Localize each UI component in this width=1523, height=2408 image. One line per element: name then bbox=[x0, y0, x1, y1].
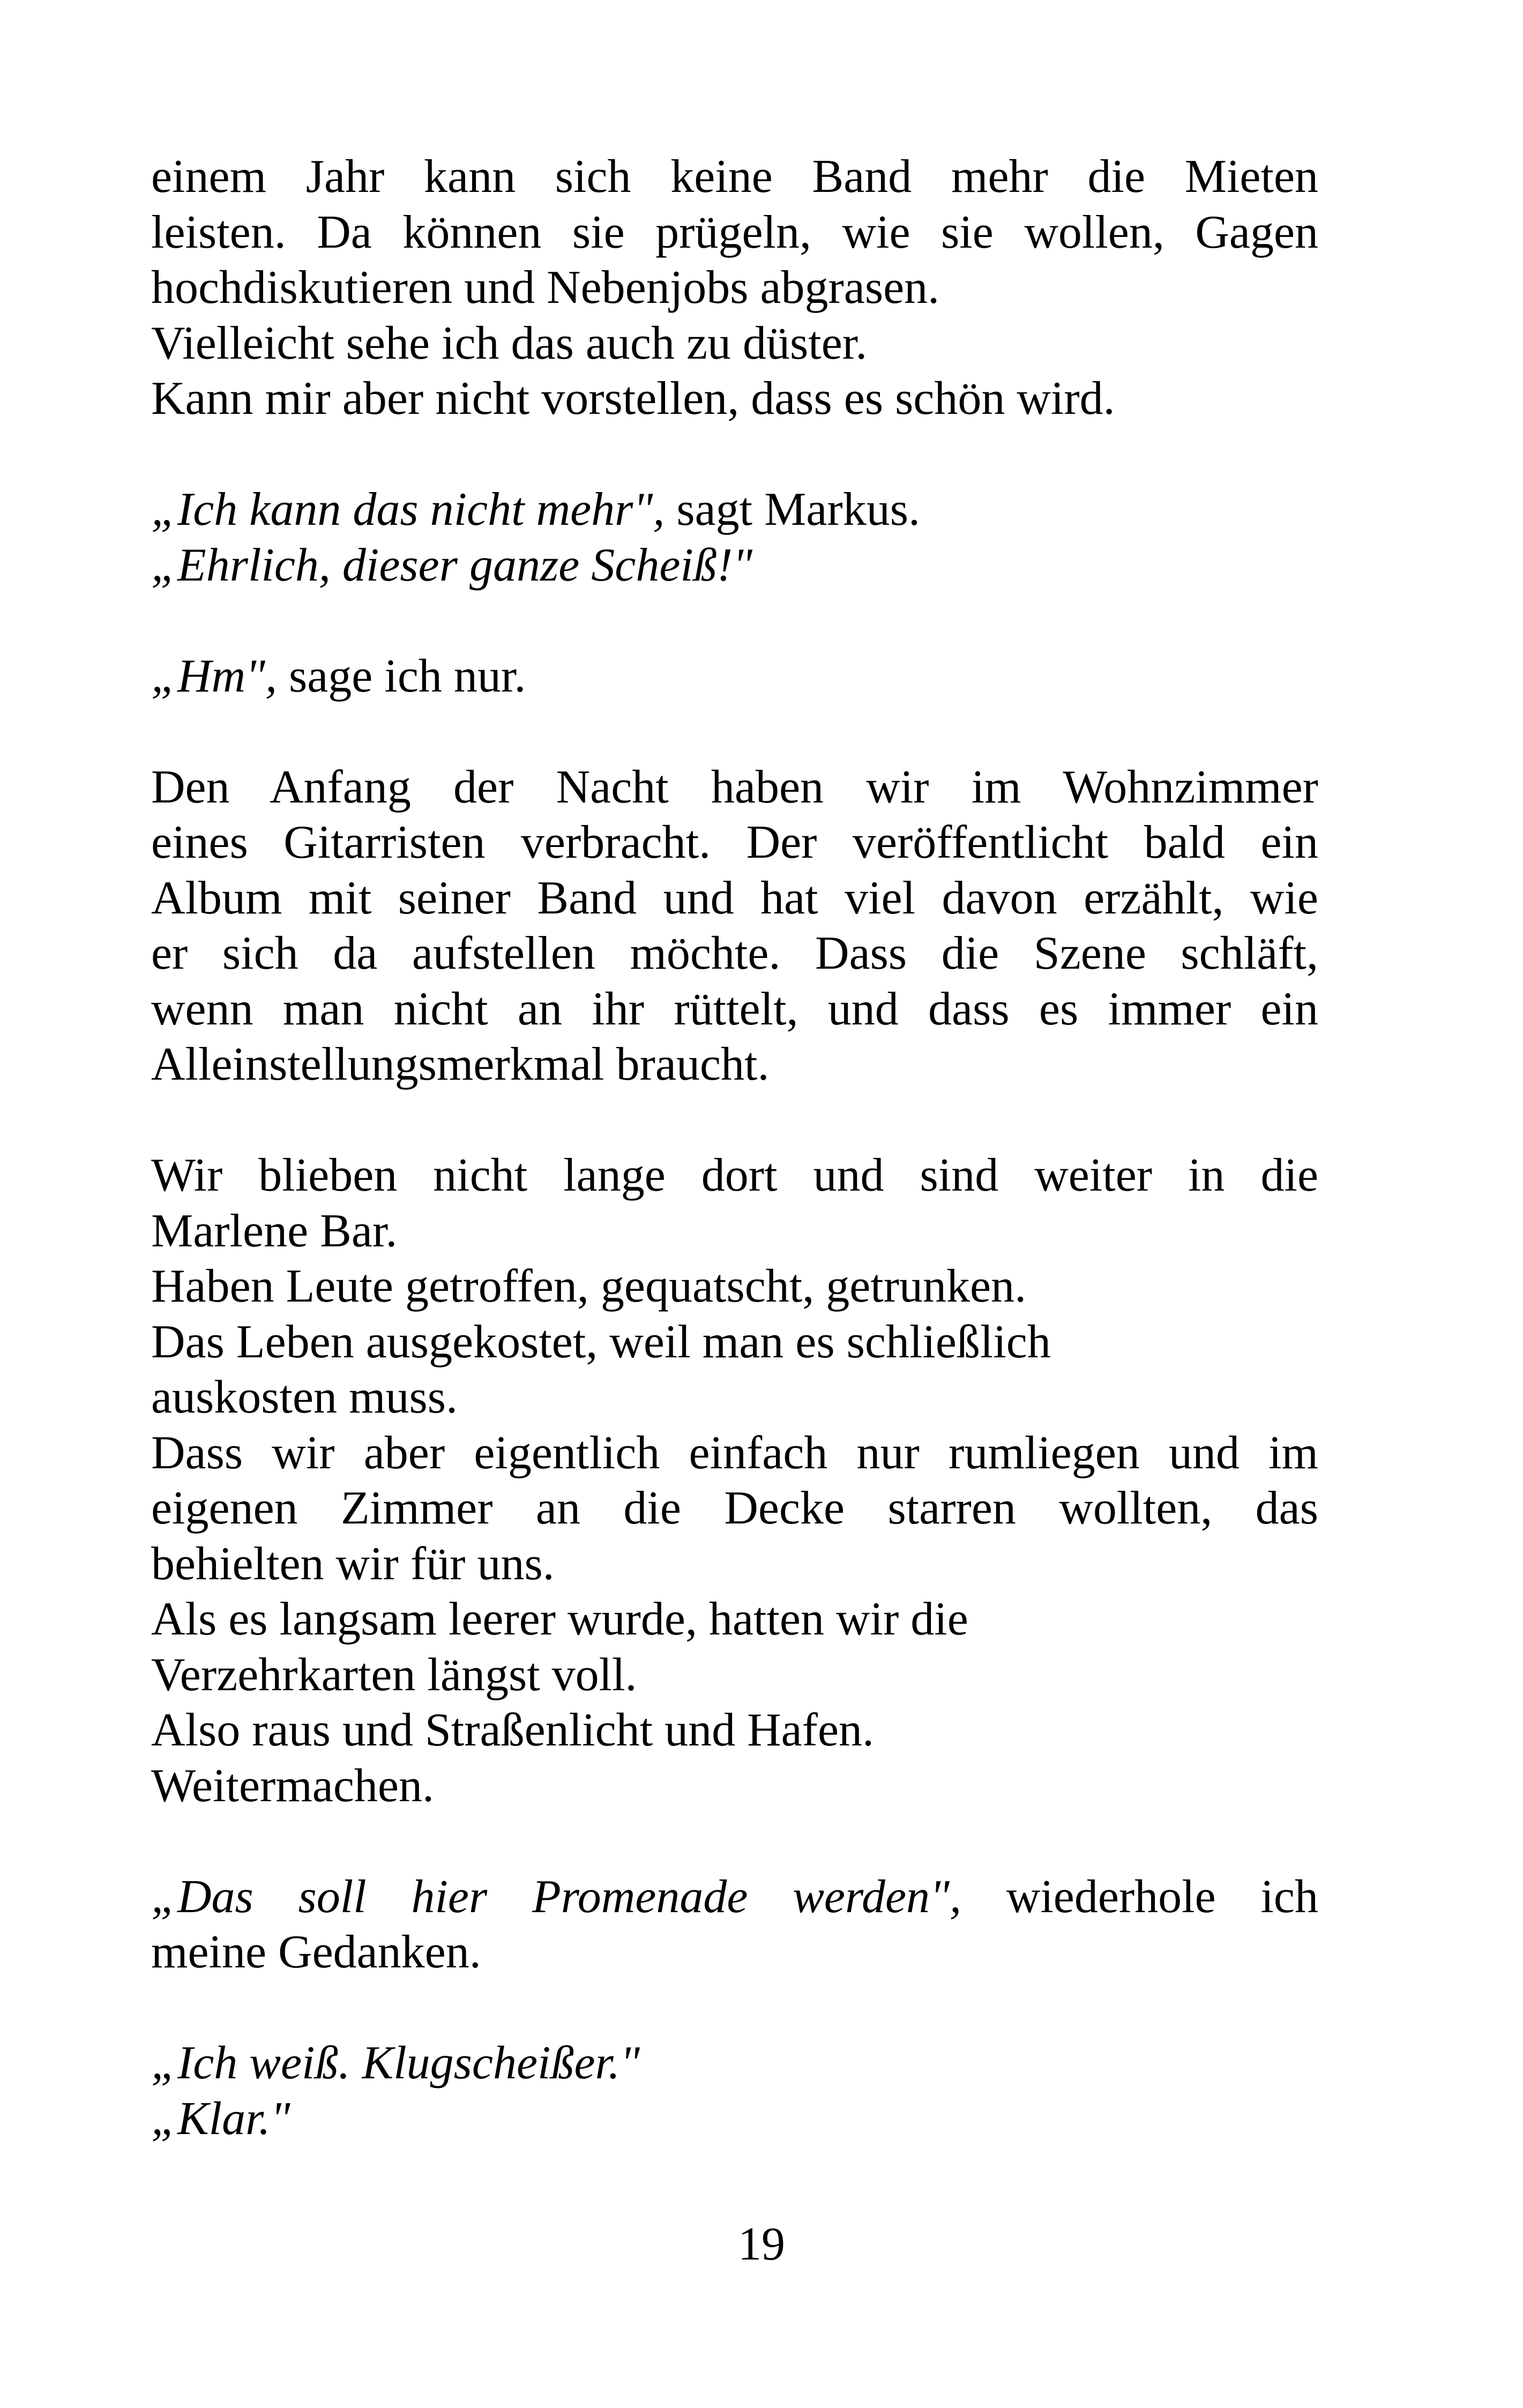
text-line: auskosten muss. bbox=[151, 1371, 458, 1423]
paragraph-gap bbox=[151, 1814, 1318, 1869]
dialogue-quote: „Ich kann das nicht mehr", bbox=[151, 484, 665, 536]
text-line: wenn man nicht an ihr rüttelt, und dass es immer ein bbox=[151, 983, 1318, 1035]
paragraph-guitarist bbox=[151, 760, 1318, 1092]
dialogue-quote: „Ich weiß. Klugscheißer." bbox=[151, 2037, 640, 2089]
text-line: Verzehrkarten längst voll. bbox=[151, 1648, 637, 1701]
text-line: Album mit seiner Band und hat viel davon erzählt, wie bbox=[151, 872, 1318, 924]
text-line: Den Anfang der Nacht haben wir im Wohnzimmer bbox=[151, 761, 1318, 813]
text-line: hochdiskutieren und Nebenjobs abgrasen. bbox=[151, 262, 940, 314]
paragraph-markus bbox=[151, 482, 1318, 593]
text-line: meine Gedanken. bbox=[151, 1926, 481, 1978]
narration: sage ich nur. bbox=[277, 650, 526, 702]
text-line: Alleinstellungsmerkmal braucht. bbox=[151, 1038, 770, 1090]
text-line bbox=[151, 538, 1318, 593]
text-line: Das Leben ausgekostet, weil man es schließlich bbox=[151, 1316, 1051, 1368]
paragraph-klugscheisser bbox=[151, 2035, 1318, 2146]
narration: wiederhole ich bbox=[961, 1870, 1318, 1923]
text-line bbox=[151, 2091, 1318, 2147]
text-line bbox=[151, 1869, 1318, 1925]
paragraph-gap bbox=[151, 593, 1318, 649]
text-line: leisten. Da können sie prügeln, wie sie wollen, Gagen bbox=[151, 206, 1318, 258]
paragraph-gap bbox=[151, 704, 1318, 760]
page-number: 19 bbox=[738, 2218, 785, 2270]
dialogue-quote: „Hm", bbox=[151, 650, 277, 702]
text-line: Wir blieben nicht lange dort und sind weiter in die bbox=[151, 1149, 1318, 1201]
paragraph-gap bbox=[151, 427, 1318, 482]
paragraph-hm bbox=[151, 649, 1318, 704]
text-line bbox=[151, 482, 1318, 538]
body-text bbox=[151, 149, 1318, 2146]
text-line: Als es langsam leerer wurde, hatten wir die bbox=[151, 1593, 968, 1645]
dialogue-quote: „Das soll hier Promenade werden", bbox=[151, 1870, 961, 1923]
text-line: Marlene Bar. bbox=[151, 1205, 398, 1257]
paragraph-gap bbox=[151, 1092, 1318, 1148]
text-line: Haben Leute getroffen, gequatscht, getrunken. bbox=[151, 1260, 1027, 1312]
text-line: Weitermachen. bbox=[151, 1759, 434, 1812]
dialogue-quote: „Ehrlich, dieser ganze Scheiß!" bbox=[151, 539, 753, 591]
text-line: behielten wir für uns. bbox=[151, 1537, 555, 1590]
text-line bbox=[151, 649, 1318, 704]
narration: sagt Markus. bbox=[665, 484, 920, 536]
text-line: einem Jahr kann sich keine Band mehr die Mieten bbox=[151, 151, 1318, 203]
text-line: Also raus und Straßenlicht und Hafen. bbox=[151, 1704, 875, 1756]
text-line bbox=[151, 2035, 1318, 2091]
paragraph-rent bbox=[151, 149, 1318, 427]
text-line: eines Gitarristen verbracht. Der veröffentlicht bald ein bbox=[151, 816, 1318, 868]
dialogue-quote: „Klar." bbox=[151, 2092, 290, 2145]
text-line: Dass wir aber eigentlich einfach nur rumliegen und im bbox=[151, 1426, 1318, 1479]
text-line: Kann mir aber nicht vorstellen, dass es schön wird. bbox=[151, 373, 1115, 425]
text-line: Vielleicht sehe ich das auch zu düster. bbox=[151, 317, 868, 369]
paragraph-marlene-bar bbox=[151, 1148, 1318, 1814]
text-line: eigenen Zimmer an die Decke starren wollten, das bbox=[151, 1482, 1318, 1534]
text-line: er sich da aufstellen möchte. Dass die Szene schläft, bbox=[151, 927, 1318, 979]
paragraph-gap bbox=[151, 1980, 1318, 2036]
paragraph-promenade bbox=[151, 1869, 1318, 1980]
